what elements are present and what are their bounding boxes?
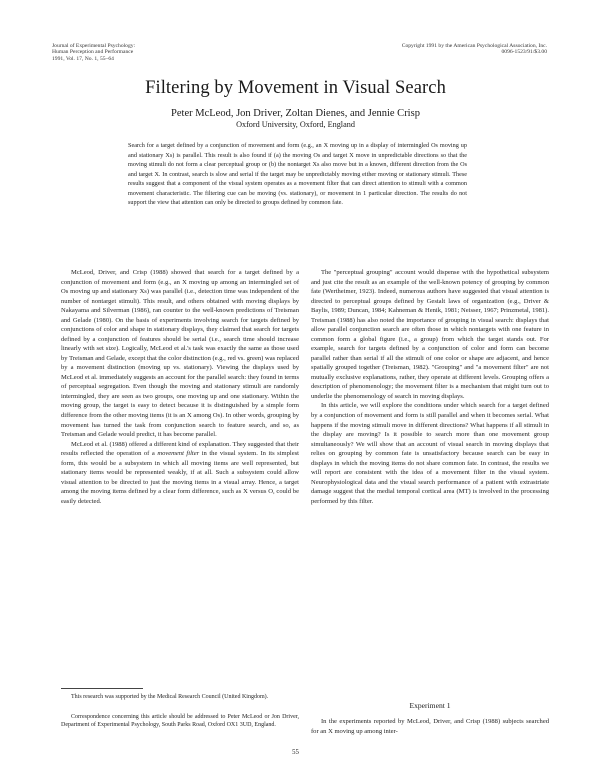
header-left-line: Human Perception and Performance xyxy=(52,49,134,56)
header-right-line: Copyright 1991 by the American Psychological Association, Inc. xyxy=(401,43,547,49)
affiliation: Oxford University, Oxford, England xyxy=(236,120,355,129)
paragraph-text: in the visual system. In its simplest form, this would be a subsystem in which all moving items are well represented, but stationary items would be represented weakly, if at all. Such a subsystem could allow visual attention to be directed to just the moving items in a visual array. Hence, a target among the moving items defined by a clear form difference, such as X versus O, could be easily detected. xyxy=(61,450,299,505)
journal-citation-header xyxy=(52,43,272,62)
page-number: 55 xyxy=(292,749,299,756)
footnote-funding: This research was supported by the Medical Research Council (United Kingdom). xyxy=(71,694,269,700)
body-paragraph: In this article, we will explore the conditions under which search for a target defined by a conjunction of movement and form is still parallel and when it becomes serial. What happens if the moving stimuli move in different directions? What happens if all stimuli in the display are moving? Is it possible to search more than one movement group simultaneously? We will show that an account of visual search in moving displays that relies on grouping by common fate is unsatisfactory because search can be easy in displays in which the moving items do not share common fate. In contrast, the results we will report are consistent with the idea of a movement filter in the visual system. Neurophysiological data and the visual search performance of a patient with extrastriate damage suggest that the medial temporal cortical area (MT) is involved in the processing performed by this filter. xyxy=(311,402,549,505)
emphasized-term: movement filter xyxy=(157,450,200,458)
left-column xyxy=(61,268,299,506)
article-title: Filtering by Movement in Visual Search xyxy=(145,78,446,98)
header-left-line: 1991, Vol. 17, No. 1, 55–64 xyxy=(52,55,114,62)
body-paragraph: McLeod, Driver, and Crisp (1988) showed that search for a target defined by a conjunction of movement and form (e.g., an X moving up among an intermingled set of Os moving up and stationary Xs) was parallel (i.e., detection time was independent of the number of nontarget stimuli). This result, and others obtained with moving displays by Nakayama and Silverman (1986), ran counter to the well-known predictions of Treisman and Gelade (1980). On the basis of experiments involving search for targets defined by conjunctions of color and shape in stationary displays, they claimed that search for targets defined by a conjunction of features should be serial (i.e., search time should increase linearly with set size). Logically, McLeod et al.'s task was exactly the same as those used by Treisman and Gelade, except that the color distinction (e.g., red vs. green) was replaced by a movement distinction (moving up vs. stationary). Viewing the displays used by McLeod et al. immediately suggests an account for the parallel search: they found in terms of perceptual segregation. Even though the moving and stationary stimuli are randomly intermingled, they are seen as two groups, one moving up and one stationary. Within the moving group, the target is easy to detect because it is distinguished by a simple form difference from the other moving items (it is an X among Os). In other words, grouping by movement has turned the task from conjunction search to feature search, and so, as Treisman and Gelade would predict, it has become parallel. xyxy=(61,269,299,439)
header-right-line: 0096-1523/91/$3.00 xyxy=(501,49,547,56)
header-left-line: Journal of Experimental Psychology: xyxy=(52,43,136,49)
copyright-header xyxy=(317,43,547,56)
section-heading: Experiment 1 xyxy=(409,701,451,710)
footnote-divider xyxy=(61,688,143,689)
body-paragraph xyxy=(61,440,299,507)
footnote-correspondence: Correspondence concerning this article should be addressed to Peter McLeod or Jon Driver, Department of Experimental Psychology, South Parks Road, Oxford OX1 3UD, England. xyxy=(61,714,299,729)
right-column xyxy=(311,268,549,506)
paragraph-text: McLeod et al. (1988) offered a different kind of explanation. They suggested that their results reflected the operation of a xyxy=(61,440,299,458)
section-body: In the experiments reported by McLeod, Driver, and Crisp (1988) subjects searched for an X moving up among inter- xyxy=(311,718,549,735)
body-paragraph: The "perceptual grouping" account would dispense with the hypothetical subsystem and just cite the result as an example of the well-known potency of grouping by common fate (Wertheimer, 1923). Indeed, numerous authors have suggested that visual attention is directed to perceptual groups defined by Gestalt laws of organization (e.g., Driver & Baylis, 1989; Duncan, 1984; Kahneman & Henik, 1981; Neisser, 1967; Prinzmetal, 1981). Treisman (1988) has also noted the importance of grouping in visual search: displays that allow parallel conjunction search are often those in which nontargets with one feature in common form a global figure (i.e., a group) from which the target stands out. For example, search for targets defined by a conjunction of color and form can become parallel rather than serial if all the stimuli of one color or shape are adjacent, and hence spatially grouped together (Treisman, 1982). "Grouping" and "a movement filter" are not mutually exclusive explanations, rather, they operate at different levels. Grouping offers a description of phenomenology; the movement filter is a mechanism that might turn out to underlie the phenomenology of search in moving displays. xyxy=(311,269,549,400)
author-list: Peter McLeod, Jon Driver, Zoltan Dienes, and Jennie Crisp xyxy=(171,108,420,119)
abstract: Search for a target defined by a conjunction of movement and form (e.g., an X moving up in a display of intermingled Os moving up and stationary Xs) is parallel. This result is also found if (a) the moving Os and target X move in unpredictable directions so that the moving stimuli do not form a clear perceptual group or (b) the nontarget Xs also move but in a known, different direction from the Os and target X. In contrast, search is slow and serial if the target may be unpredictably moving either moving or stationary stimuli. These results suggest that a component of the visual system operates as a movement filter that can direct attention to stimuli with a common movement characteristic. The filtering cue can be moving (vs. stationary), or movement in 1 particular direction. The results do not support the view that attention can only be directed to groups defined by common fate. xyxy=(128,142,467,207)
